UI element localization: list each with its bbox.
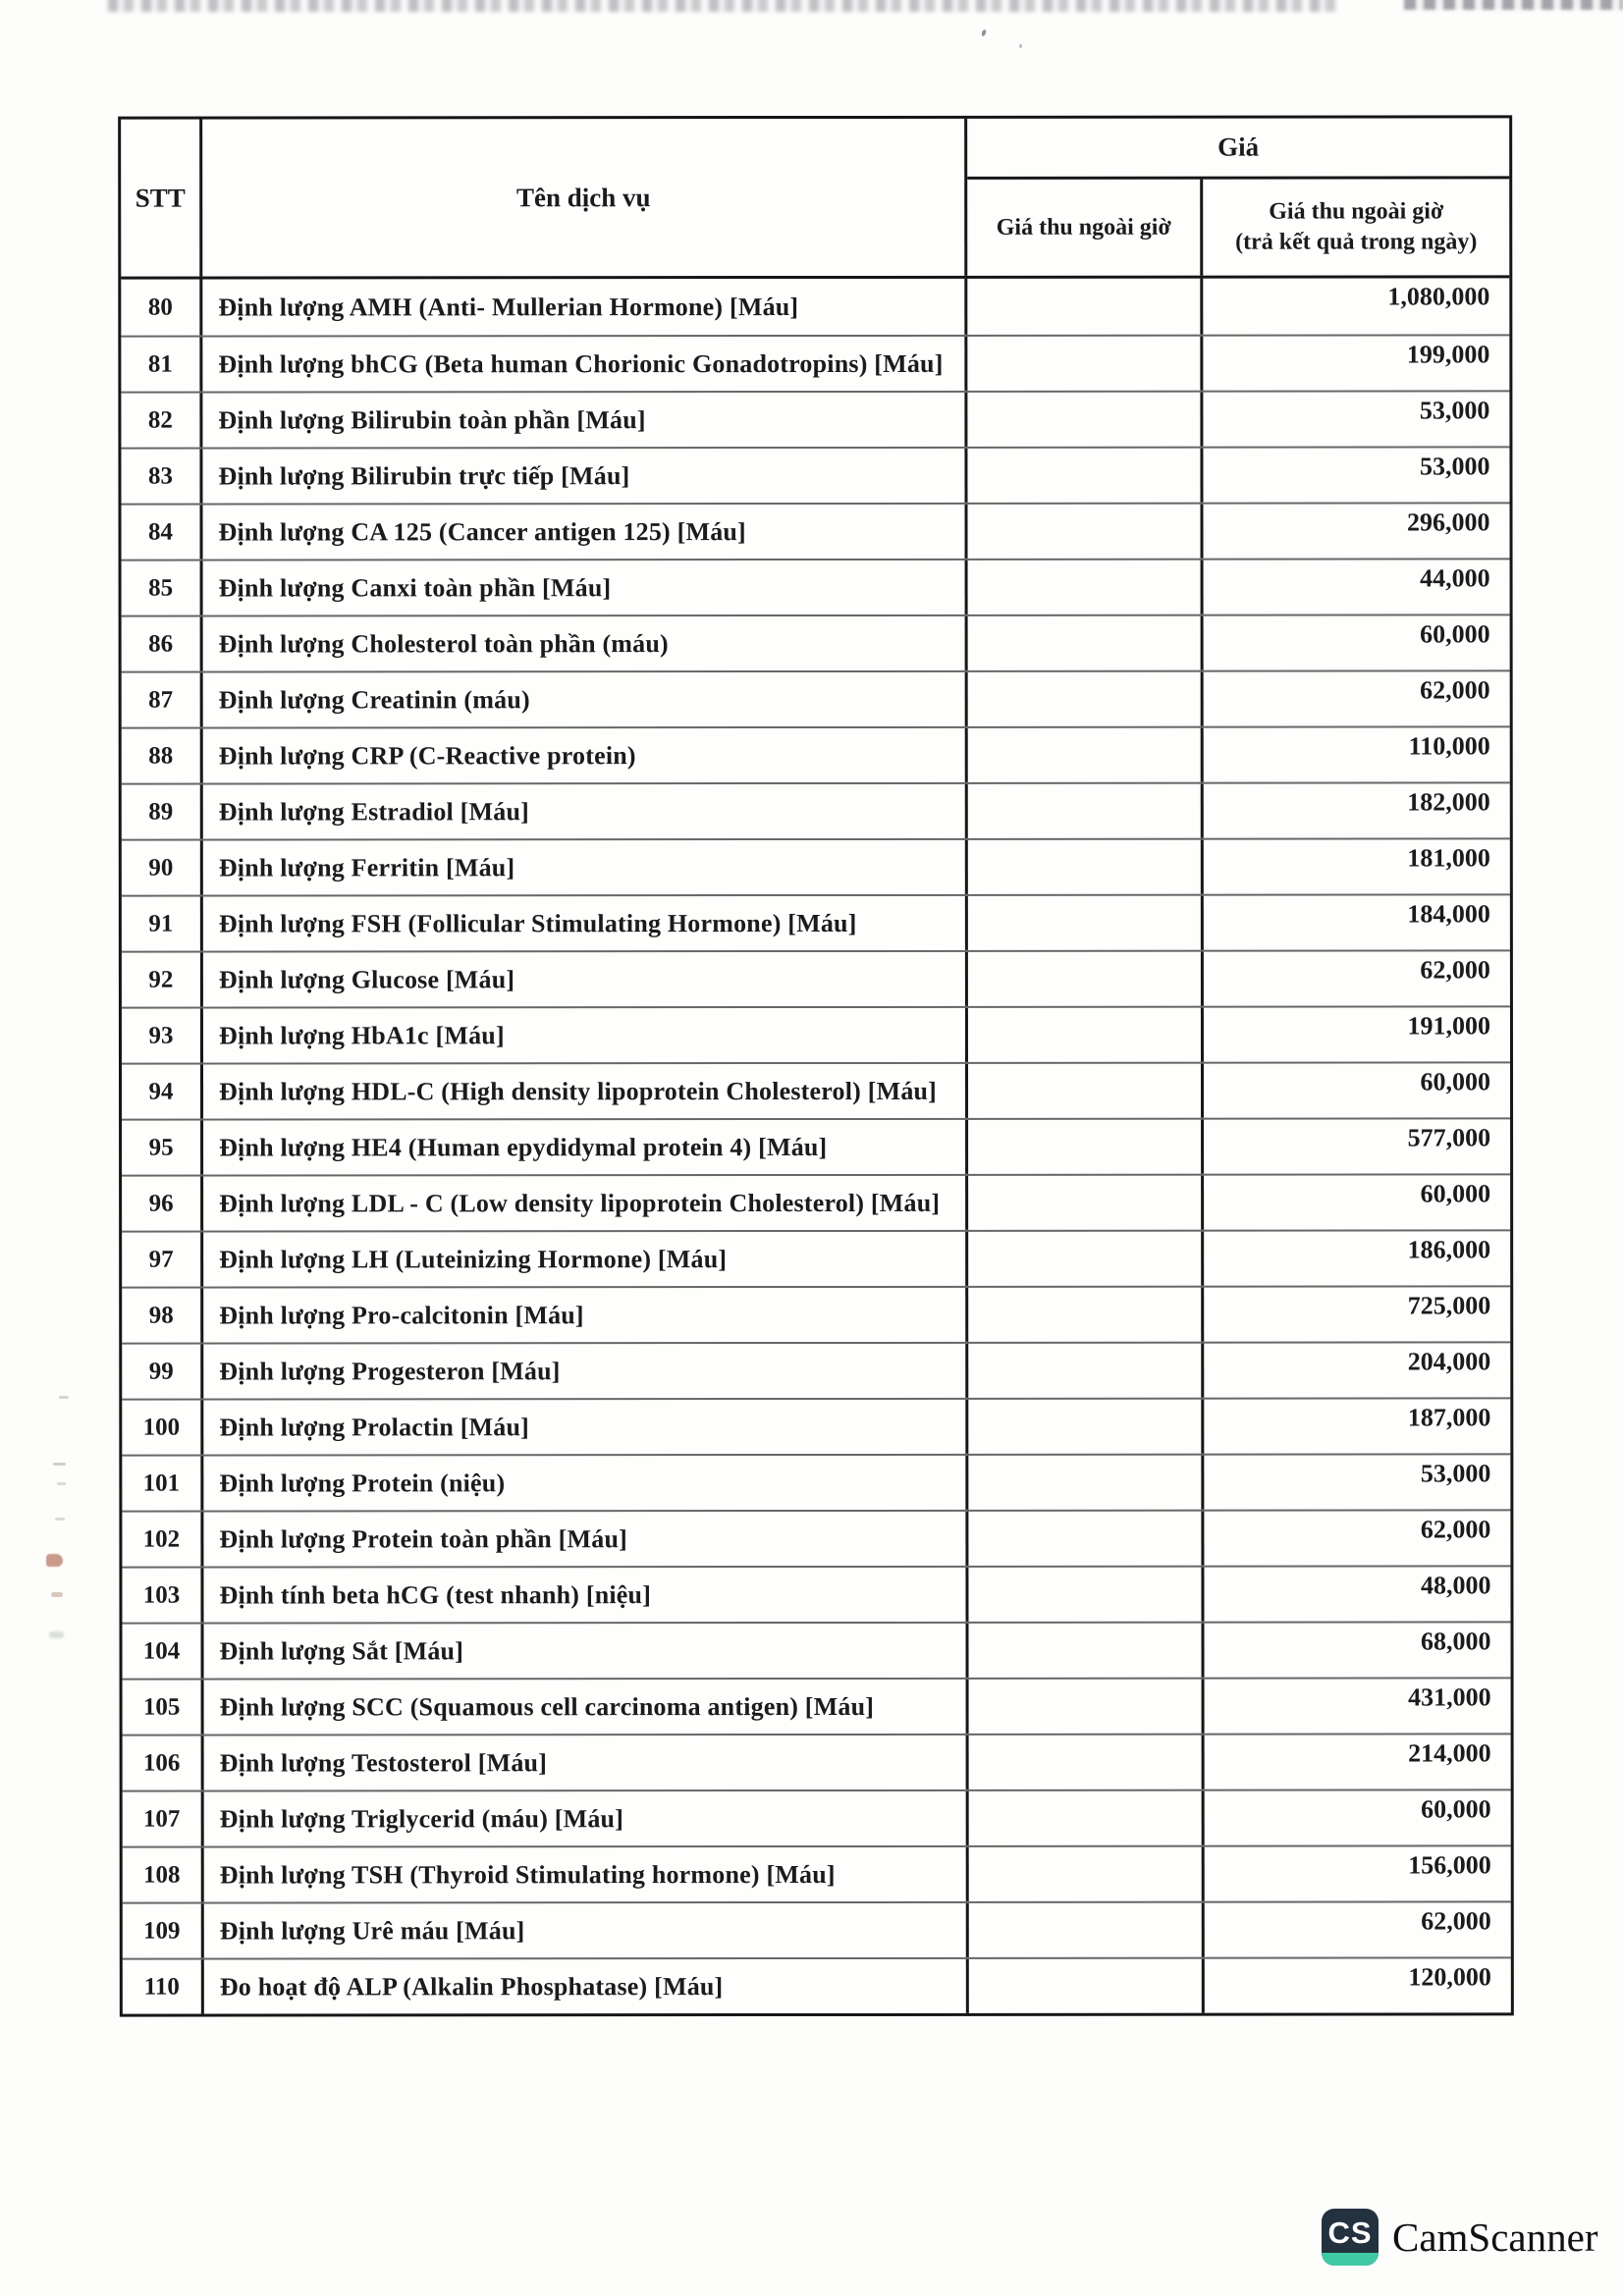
table-row	[121, 502, 1509, 559]
scan-artifact-top-text-bleed	[108, 0, 1335, 12]
row-service: Định lượng Bilirubin trực tiếp [Máu]	[202, 449, 967, 504]
camscanner-watermark	[1322, 2209, 1597, 2266]
row-service: Định lượng Sắt [Máu]	[203, 1624, 968, 1679]
row-service: Định lượng HDL-C (High density lipoprotein Cholesterol) [Máu]	[203, 1064, 968, 1119]
row-price-same-day: 48,000	[1420, 1571, 1491, 1600]
header-price-group: Giá	[967, 118, 1509, 179]
table-row	[122, 1341, 1510, 1398]
table-header	[121, 118, 1509, 279]
row-price-same-day: 68,000	[1420, 1627, 1491, 1656]
row-service: Định lượng Protein toàn phần [Máu]	[203, 1512, 968, 1567]
table-row	[121, 390, 1509, 447]
row-stt: 91	[122, 897, 203, 951]
row-service: Định lượng Progesteron [Máu]	[203, 1344, 968, 1399]
row-service: Định lượng HbA1c [Máu]	[203, 1008, 968, 1063]
row-service: Định lượng Pro-calcitonin [Máu]	[203, 1288, 968, 1343]
row-service: Định lượng Estradiol [Máu]	[203, 784, 968, 839]
row-service: Định lượng Triglycerid (máu) [Máu]	[204, 1791, 969, 1846]
row-price-after-hours	[967, 279, 1203, 335]
table-row	[123, 1677, 1511, 1734]
header-price-same-day-line2: (trả kết quả trong ngày)	[1235, 229, 1478, 255]
row-price-after-hours	[968, 505, 1204, 559]
row-price-after-hours	[968, 1400, 1204, 1454]
scan-speck	[1019, 44, 1022, 48]
scan-margin-mark	[49, 1631, 64, 1638]
row-stt: 83	[121, 450, 202, 504]
row-stt: 80	[121, 280, 202, 336]
table-row	[122, 1397, 1510, 1454]
row-price-same-day: 62,000	[1420, 675, 1490, 705]
row-service: Định lượng Prolactin [Máu]	[203, 1400, 968, 1455]
row-stt: 84	[122, 506, 203, 560]
scan-artifact-top-right	[1404, 0, 1623, 10]
row-service: Định lượng HE4 (Human epydidymal protein 4) [Máu]	[203, 1120, 968, 1175]
scan-margin-mark	[53, 1463, 66, 1466]
row-price-same-day: 181,000	[1407, 843, 1490, 873]
row-price-same-day: 204,000	[1407, 1347, 1491, 1376]
row-stt: 96	[122, 1177, 203, 1231]
row-price-same-day: 191,000	[1407, 1011, 1490, 1041]
table-row	[123, 1956, 1511, 2013]
row-stt: 108	[123, 1848, 204, 1902]
table-row	[122, 1005, 1510, 1062]
row-price-same-day: 60,000	[1420, 619, 1490, 649]
row-service: Định lượng TSH (Thyroid Stimulating hormone) [Máu]	[204, 1847, 969, 1902]
scan-margin-mark	[57, 1482, 66, 1485]
row-stt: 98	[122, 1289, 203, 1343]
row-stt: 81	[121, 338, 202, 392]
row-stt: 104	[122, 1625, 203, 1679]
table-row	[122, 1565, 1510, 1622]
row-service: Định lượng CA 125 (Cancer antigen 125) [Máu]	[203, 505, 968, 560]
row-price-same-day: 62,000	[1421, 1906, 1491, 1936]
header-price-same-day-line1: Giá thu ngoài giờ	[1269, 198, 1444, 225]
row-stt: 99	[122, 1345, 203, 1399]
row-price-after-hours	[968, 1176, 1204, 1230]
row-service: Định lượng Cholesterol toàn phần (máu)	[203, 616, 968, 671]
table-row	[121, 278, 1509, 335]
table-row	[123, 1844, 1511, 1901]
row-stt: 87	[122, 673, 203, 727]
row-price-after-hours	[969, 1903, 1205, 1957]
table-body	[121, 278, 1511, 2013]
row-price-same-day: 60,000	[1421, 1794, 1491, 1824]
row-stt: 102	[122, 1513, 203, 1567]
row-stt: 94	[122, 1065, 203, 1119]
row-stt: 103	[122, 1569, 203, 1623]
row-stt: 88	[122, 729, 203, 783]
table-row	[121, 446, 1509, 503]
row-price-after-hours	[969, 1791, 1205, 1845]
row-stt: 105	[123, 1681, 204, 1735]
row-price-after-hours	[968, 1120, 1204, 1174]
row-price-after-hours	[968, 616, 1204, 670]
table-row	[122, 893, 1510, 950]
row-service: Định lượng Testosterol [Máu]	[204, 1735, 969, 1790]
row-price-after-hours	[968, 1008, 1204, 1062]
row-price-same-day: 53,000	[1420, 1459, 1491, 1488]
row-stt: 89	[122, 785, 203, 839]
table-row	[121, 334, 1509, 391]
row-price-same-day: 62,000	[1420, 955, 1490, 985]
row-service: Định lượng AMH (Anti- Mullerian Hormone) [Máu]	[202, 279, 967, 336]
table-row	[122, 1509, 1510, 1566]
table-row	[122, 1061, 1510, 1118]
row-price-same-day: 187,000	[1407, 1403, 1491, 1432]
row-stt: 100	[122, 1401, 203, 1455]
row-price-after-hours	[968, 1456, 1204, 1510]
row-service: Đo hoạt độ ALP (Alkalin Phosphatase) [Máu]	[204, 1959, 969, 2014]
table-row	[122, 614, 1510, 670]
table-row	[122, 1285, 1510, 1342]
row-price-after-hours	[967, 449, 1203, 503]
row-price-after-hours	[968, 728, 1204, 782]
row-service: Định lượng Ferritin [Máu]	[203, 840, 968, 895]
table-row	[123, 1900, 1511, 1957]
row-price-same-day: 62,000	[1420, 1515, 1491, 1544]
row-price-same-day: 60,000	[1420, 1179, 1491, 1208]
row-service: Định lượng FSH (Follicular Stimulating Hormone) [Máu]	[203, 896, 968, 951]
row-price-same-day: 725,000	[1407, 1291, 1491, 1320]
row-price-after-hours	[968, 1232, 1204, 1286]
row-stt: 93	[122, 1009, 203, 1063]
table-row	[122, 1173, 1510, 1230]
row-price-same-day: 156,000	[1408, 1850, 1491, 1880]
row-stt: 90	[122, 841, 203, 895]
row-stt: 95	[122, 1121, 203, 1175]
row-price-after-hours	[968, 1512, 1204, 1566]
table-row	[122, 1453, 1510, 1510]
service-price-table	[118, 115, 1514, 2016]
table-row	[123, 1733, 1511, 1789]
row-service: Định lượng Glucose [Máu]	[203, 952, 968, 1007]
row-price-same-day: 60,000	[1420, 1067, 1491, 1096]
camscanner-logo-icon	[1322, 2209, 1379, 2266]
row-stt: 86	[122, 617, 203, 671]
camscanner-label: CamScanner	[1392, 2215, 1598, 2260]
row-price-same-day: 431,000	[1408, 1682, 1491, 1712]
row-price-same-day: 120,000	[1408, 1962, 1491, 1992]
row-service: Định tính beta hCG (test nhanh) [niệu]	[203, 1568, 968, 1623]
scan-margin-mark	[59, 1396, 69, 1399]
row-service: Định lượng LDL - C (Low density lipoprotein Cholesterol) [Máu]	[203, 1176, 968, 1231]
row-stt: 85	[122, 561, 203, 615]
scan-margin-mark	[51, 1592, 63, 1597]
row-service: Định lượng Urê máu [Máu]	[204, 1903, 969, 1958]
row-service: Định lượng SCC (Squamous cell carcinoma antigen) [Máu]	[204, 1680, 969, 1735]
row-service: Định lượng Canxi toàn phần [Máu]	[203, 561, 968, 615]
table-row	[122, 781, 1510, 838]
row-price-after-hours	[968, 1624, 1204, 1678]
row-price-after-hours	[968, 896, 1204, 950]
table-row	[122, 1229, 1510, 1286]
row-stt: 106	[123, 1736, 204, 1790]
row-price-after-hours	[968, 672, 1204, 726]
row-price-after-hours	[969, 1959, 1205, 2013]
row-price-after-hours	[968, 1344, 1204, 1398]
row-service: Định lượng CRP (C-Reactive protein)	[203, 728, 968, 783]
row-service: Định lượng Creatinin (máu)	[203, 672, 968, 727]
table-row	[122, 1117, 1510, 1174]
row-price-after-hours	[968, 952, 1204, 1006]
row-price-same-day: 186,000	[1407, 1235, 1491, 1264]
header-price-after-hours: Giá thu ngoài giờ	[967, 180, 1203, 276]
row-price-after-hours	[968, 561, 1204, 614]
table-row	[123, 1789, 1511, 1845]
row-price-same-day: 214,000	[1408, 1738, 1491, 1768]
row-price-same-day: 110,000	[1408, 731, 1490, 761]
table-row	[122, 725, 1510, 782]
row-price-after-hours	[968, 840, 1204, 894]
row-price-same-day: 184,000	[1407, 899, 1490, 929]
row-stt: 97	[122, 1233, 203, 1287]
row-stt: 110	[123, 1960, 204, 2014]
scan-margin-mark	[46, 1554, 63, 1567]
row-stt: 82	[121, 394, 202, 448]
row-price-after-hours	[967, 393, 1203, 447]
row-price-after-hours	[967, 337, 1203, 391]
row-price-same-day: 53,000	[1419, 452, 1490, 481]
row-stt: 109	[123, 1904, 204, 1958]
row-service: Định lượng Protein (niệu)	[203, 1456, 968, 1511]
row-price-same-day: 577,000	[1407, 1123, 1491, 1152]
row-price-after-hours	[968, 1568, 1204, 1622]
camscanner-badge-accent	[1322, 2253, 1379, 2266]
row-stt: 101	[122, 1457, 203, 1511]
camscanner-badge-text: CS	[1327, 2215, 1373, 2250]
row-stt: 92	[122, 953, 203, 1007]
row-service: Định lượng Bilirubin toàn phần [Máu]	[202, 393, 967, 448]
row-price-after-hours	[969, 1680, 1205, 1734]
table-row	[122, 837, 1510, 894]
scan-margin-mark	[55, 1518, 65, 1521]
row-service: Định lượng LH (Luteinizing Hormone) [Máu]	[203, 1232, 968, 1287]
row-price-same-day: 182,000	[1407, 787, 1490, 817]
row-price-same-day: 44,000	[1420, 563, 1490, 593]
row-price-after-hours	[969, 1847, 1205, 1901]
header-service-name: Tên dịch vụ	[202, 119, 967, 277]
table-row	[122, 669, 1510, 726]
header-stt: STT	[121, 120, 202, 277]
row-price-same-day: 199,000	[1406, 340, 1490, 369]
row-service: Định lượng bhCG (Beta human Chorionic Gonadotropins) [Máu]	[202, 337, 967, 392]
row-stt: 107	[123, 1792, 204, 1846]
row-price-after-hours	[968, 1288, 1204, 1342]
scan-speck	[981, 29, 987, 37]
table-row	[122, 1621, 1510, 1678]
table-row	[122, 558, 1510, 614]
row-price-same-day: 53,000	[1419, 396, 1490, 425]
row-price-after-hours	[969, 1735, 1205, 1789]
table-row	[122, 949, 1510, 1006]
row-price-same-day: 296,000	[1407, 507, 1490, 537]
row-price-after-hours	[968, 784, 1204, 838]
row-price-after-hours	[968, 1064, 1204, 1118]
row-price-same-day: 1,080,000	[1387, 282, 1490, 311]
header-price-same-day	[1203, 179, 1509, 275]
